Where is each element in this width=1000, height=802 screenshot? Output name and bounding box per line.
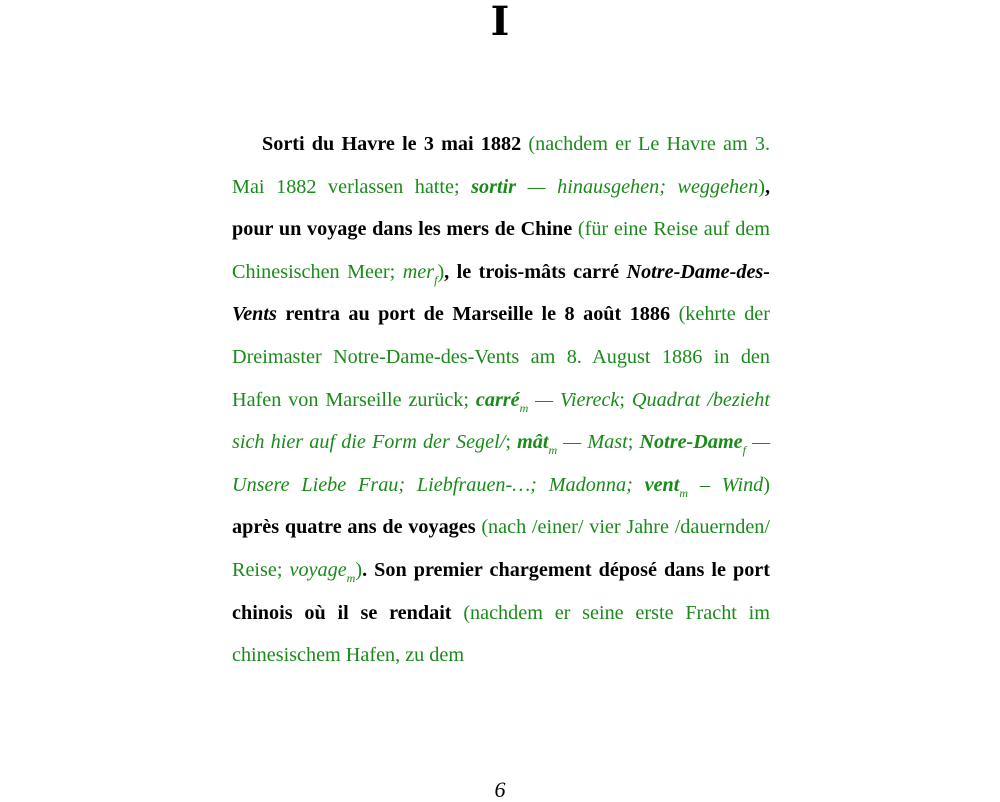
- german-gloss-segment: mer: [402, 260, 435, 283]
- german-gloss-segment: (nachdem er Le Havre am 3. Mai 1882 verlassen hatte;: [232, 133, 770, 198]
- german-gloss-segment: carré: [475, 388, 520, 411]
- french-text-segment: , pour un voyage dans les mers de Chine: [232, 175, 770, 241]
- german-gloss-segment: sortir: [471, 175, 517, 198]
- french-text-segment: . Son premier chargement déposé dans le port chinois où il se rendait: [232, 558, 770, 624]
- german-gloss-segment: ): [763, 473, 770, 496]
- german-gloss-segment: — hinausgehen; weggehen: [516, 175, 759, 198]
- german-gloss-segment: Quadrat /bezieht sich hier auf die Form der Segel/: [232, 388, 770, 454]
- german-gloss-segment: ;: [505, 431, 518, 454]
- german-gloss-segment: — Unsere Liebe Frau; Liebfrauen-…; Madonna;: [232, 431, 771, 496]
- german-gloss-segment: vent: [644, 473, 680, 496]
- body-paragraph: [232, 123, 770, 677]
- german-gloss-segment: (nach /einer/ vier Jahre /dauernden/ Reise;: [232, 516, 770, 581]
- page-number: 6: [494, 777, 506, 802]
- german-gloss-segment: ;: [627, 431, 640, 454]
- gender-subscript: f: [434, 272, 438, 287]
- german-gloss-segment: ;: [619, 388, 632, 411]
- gender-subscript: m: [346, 570, 356, 585]
- gender-subscript: m: [519, 400, 529, 415]
- german-gloss-segment: Notre-Dame: [639, 431, 743, 454]
- french-text-segment: rentra au port de Marseille le 8 août 1886: [276, 303, 671, 326]
- french-text-segment: après quatre ans de voyages: [232, 516, 476, 539]
- german-gloss-segment: voyage: [289, 558, 347, 581]
- chapter-heading: I: [490, 0, 510, 45]
- german-gloss-segment: mât: [517, 431, 549, 454]
- german-gloss-segment: (nachdem er seine erste Fracht im chinesischem Hafen, zu dem: [232, 601, 770, 667]
- german-gloss-segment: (für eine Reise auf dem Chinesischen Meer;: [232, 218, 770, 283]
- french-text-segment: Sorti du Havre le 3 mai 1882: [262, 133, 522, 155]
- french-text-segment: Notre-Dame-des-Vents: [232, 260, 770, 326]
- german-gloss-segment: — Mast: [557, 431, 628, 454]
- gender-subscript: f: [742, 443, 746, 458]
- gender-subscript: m: [679, 485, 689, 500]
- gender-subscript: m: [548, 443, 558, 458]
- german-gloss-segment: — Viereck: [528, 388, 620, 411]
- german-gloss-segment: ): [355, 558, 363, 581]
- german-gloss-segment: ): [758, 175, 765, 198]
- french-text-segment: , le trois-mâts carré: [444, 260, 627, 283]
- german-gloss-segment: (kehrte der Dreimaster Notre-Dame-des-Vents am 8. August 1886 in den Hafen von Marseille zurück;: [232, 303, 770, 411]
- german-gloss-segment: – Wind: [688, 473, 764, 496]
- german-gloss-segment: ): [437, 260, 445, 283]
